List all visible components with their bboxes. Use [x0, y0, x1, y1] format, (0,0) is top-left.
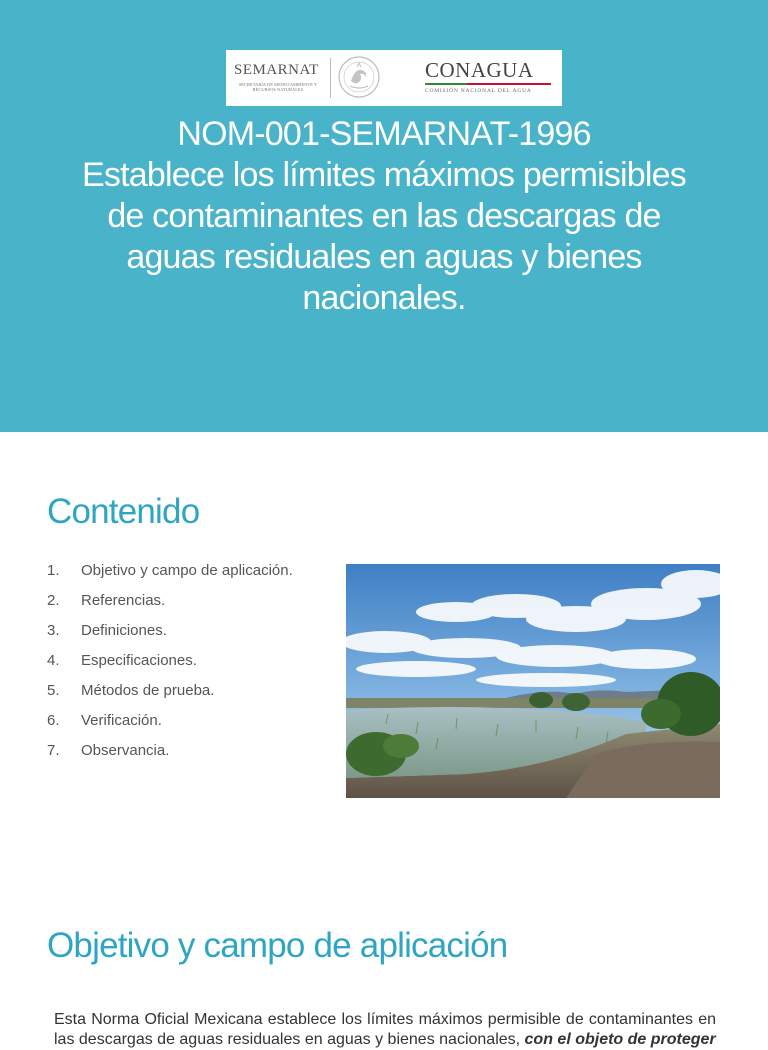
toc-item — [47, 622, 293, 652]
table-of-contents — [47, 562, 293, 772]
semarnat-logo-subtitle: SECRETARÍA DE MEDIO AMBIENTE Y RECURSOS NATURALES — [238, 82, 318, 92]
toc-label: Definiciones. — [81, 622, 167, 639]
toc-label: Referencias. — [81, 592, 166, 609]
toc-label: Métodos de prueba. — [81, 682, 215, 699]
semarnat-logo: SEMARNAT — [234, 62, 319, 78]
toc-label: Verificación. — [81, 712, 162, 729]
conagua-logo-rule-green — [425, 83, 467, 85]
toc-number: 4. — [47, 652, 60, 669]
title-line: de contaminantes en las descargas de — [107, 197, 661, 235]
toc-number: 7. — [47, 742, 60, 759]
logo-strip — [226, 50, 562, 106]
toc-label: Especificaciones. — [81, 652, 197, 669]
wetland-landscape-photo — [346, 564, 720, 798]
toc-item — [47, 562, 293, 592]
document-title — [20, 114, 748, 319]
toc-number: 5. — [47, 682, 60, 699]
toc-item — [47, 592, 293, 622]
toc-item — [47, 742, 293, 772]
objetivo-text: Esta Norma Oficial Mexicana establece los límites máximos permisible de contaminantes en las descargas de aguas residuales en aguas y bienes nacionales, — [54, 1011, 716, 1048]
logo-divider — [330, 58, 331, 98]
toc-number: 3. — [47, 622, 60, 639]
toc-label: Observancia. — [81, 742, 170, 759]
title-banner — [0, 0, 768, 432]
title-line: nacionales. — [302, 279, 466, 317]
toc-item — [47, 682, 293, 712]
conagua-logo: CONAGUA — [425, 58, 534, 82]
objetivo-paragraph — [54, 1010, 716, 1050]
objetivo-heading: Objetivo y campo de aplicación — [47, 926, 508, 965]
objetivo-emphasis: con el objeto de proteger — [524, 1031, 716, 1048]
toc-number: 2. — [47, 592, 60, 609]
mexico-coat-of-arms-icon — [337, 55, 381, 99]
conagua-logo-subtitle: COMISIÓN NACIONAL DEL AGUA — [425, 88, 532, 94]
title-line: Establece los límites máximos permisibles — [82, 156, 686, 194]
title-line: NOM-001-SEMARNAT-1996 — [177, 115, 591, 153]
toc-number: 1. — [47, 562, 60, 579]
toc-item — [47, 712, 293, 742]
toc-label: Objetivo y campo de aplicación. — [81, 562, 293, 579]
contenido-heading: Contenido — [47, 492, 200, 531]
toc-item — [47, 652, 293, 682]
title-line: aguas residuales en aguas y bienes — [126, 238, 642, 276]
toc-number: 6. — [47, 712, 60, 729]
